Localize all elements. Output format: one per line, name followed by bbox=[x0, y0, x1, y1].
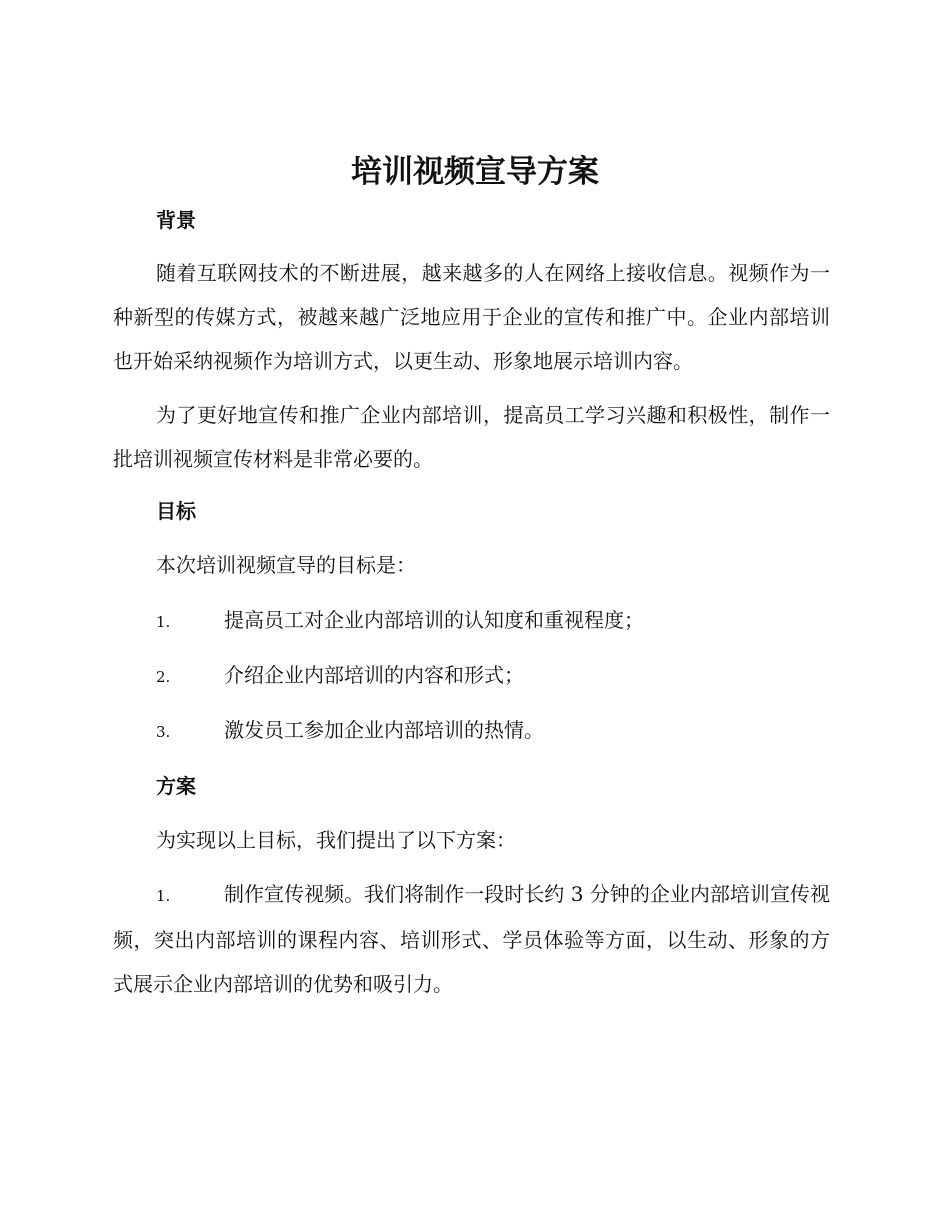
goal-item-2 bbox=[156, 661, 524, 691]
list-number: 1. bbox=[156, 887, 171, 905]
background-paragraph-1: 随着互联网技术的不断进展，越来越多的人在网络上接收信息。视频作为一种新型的传媒方式，被越来越广泛地应用于企业的宣传和推广中。企业内部培训也开始采纳视频作为培训方式，以更生动、形象地展示培训内容。 bbox=[113, 261, 830, 373]
list-item-text: 提高员工对企业内部培训的认知度和重视程度； bbox=[224, 608, 644, 632]
plan-item-1 bbox=[113, 872, 830, 1006]
list-number: 1. bbox=[156, 613, 171, 631]
heading-plan: 方案 bbox=[156, 774, 196, 798]
goals-intro: 本次培训视频宣导的目标是： bbox=[156, 553, 416, 577]
list-number: 2. bbox=[156, 668, 171, 686]
goal-item-3 bbox=[156, 716, 544, 746]
list-item-text: 激发员工参加企业内部培训的热情。 bbox=[224, 718, 544, 742]
plan-intro: 为实现以上目标，我们提出了以下方案： bbox=[156, 828, 516, 852]
list-item-text: 制作宣传视频。我们将制作一段时长约 3 分钟的企业内部培训宣传视频，突出内部培训的课程内容、培训形式、学员体验等方面，以生动、形象的方式展示企业内部培训的优势和吸引力。 bbox=[113, 882, 830, 996]
document-title: 培训视频宣导方案 bbox=[351, 154, 599, 190]
list-item-text: 介绍企业内部培训的内容和形式； bbox=[224, 663, 524, 687]
background-paragraph-2: 为了更好地宣传和推广企业内部培训，提高员工学习兴趣和积极性，制作一批培训视频宣传材料是非常必要的。 bbox=[113, 403, 830, 471]
heading-background: 背景 bbox=[156, 208, 196, 232]
list-number: 3. bbox=[156, 723, 171, 741]
heading-goals: 目标 bbox=[156, 499, 196, 523]
goal-item-1 bbox=[156, 606, 644, 636]
